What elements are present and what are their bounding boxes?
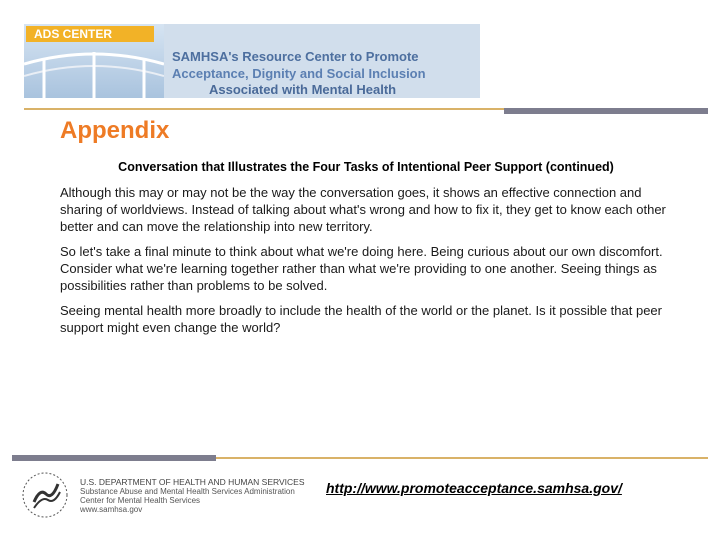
hhs-seal-icon — [20, 470, 70, 520]
bottom-divider-accent — [12, 455, 216, 461]
paragraph-1: Although this may or may not be the way the conversation goes, it shows an effective connection and sharing of worldviews. Instead of talking about what's wrong and how to fix it, they get to know each other better and can move the relationship into new territory. — [60, 185, 666, 234]
paragraph-3: Seeing mental health more broadly to include the health of the world or the planet. Is it possible that peer support might even change the world? — [60, 303, 662, 335]
banner-line-3: Associated with Mental Health — [209, 82, 397, 97]
hhs-line-2: Substance Abuse and Mental Health Services Administration — [80, 487, 295, 496]
banner-line-1: SAMHSA's Resource Center to Promote — [172, 49, 419, 64]
header-banner — [24, 24, 480, 98]
paragraph-2: So let's take a final minute to think about what we're doing here. Being curious about our own discomfort. Consider what we're learning together rather than what we're providing to one another. Seeing things as possibilities rather than problems to be solved. — [60, 244, 663, 293]
bridge-illustration — [24, 24, 164, 98]
slide-subtitle: Conversation that Illustrates the Four Tasks of Intentional Peer Support (continued) — [118, 160, 614, 174]
bridge-image — [24, 24, 164, 98]
hhs-attribution — [80, 478, 305, 514]
hhs-line-4: www.samhsa.gov — [80, 505, 143, 514]
hhs-line-3: Center for Mental Health Services — [80, 496, 201, 505]
slide-title: Appendix — [60, 117, 170, 144]
banner-text-area — [164, 24, 480, 98]
ads-center-logo: ADS CENTER — [26, 26, 154, 42]
top-divider-accent — [504, 108, 708, 114]
top-divider — [24, 108, 504, 110]
resource-center-link[interactable]: http://www.promoteacceptance.samhsa.gov/ — [326, 480, 622, 496]
hhs-line-1: U.S. DEPARTMENT OF HEALTH AND HUMAN SERVICES — [80, 477, 305, 487]
banner-line-2: Acceptance, Dignity and Social Inclusion — [172, 66, 426, 81]
bottom-divider — [216, 457, 708, 459]
